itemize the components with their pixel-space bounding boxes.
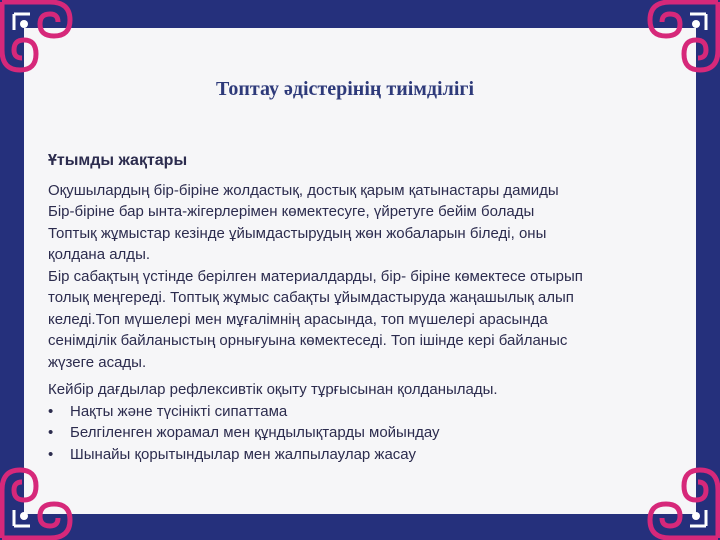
bullet-dot-icon: • [48,445,54,463]
bullet-item [48,401,678,423]
bullet-text: Белгіленген жорамал мен құндылықтарды мойындау [70,424,440,441]
sub-heading: Ұтымды жақтары [48,152,188,169]
corner-ornament-icon [0,0,76,76]
body-line: Топтық жұмыстар кезінде ұйымдастырудың жөн жобаларын біледі, оны [48,224,547,242]
body-line: қолдана алды. [48,246,151,263]
bullet-item [48,422,678,444]
body-line: сенімділік байланыстың орнығуына көмектеседі. Топ ішінде кері байланыс [48,332,568,349]
body-line: Бір-біріне бар ынта-жігерлерімен көмектесуге, үйретуге бейім болады [48,203,535,220]
bullet-text: Нақты және түсінікті сипаттама [70,402,288,420]
corner-ornament-icon [644,464,720,540]
body-line: толық меңгереді. Топтық жұмыс сабақты ұйымдастыруда жаңашылық алып [48,289,574,306]
slide-title: Топтау әдістерінің тиімділігі [215,78,475,100]
bullet-item [48,444,678,466]
body-line: Оқушылардың бір-біріне жолдастық, достық қарым қатынастары дамиды [48,181,559,199]
slide-body [48,150,678,465]
bullet-dot-icon: • [48,424,54,441]
corner-ornament-icon [644,0,720,76]
corner-ornament-icon [0,464,76,540]
bullet-dot-icon: • [48,402,54,420]
body-line: келеді.Топ мүшелері мен мұғалімнің арасында, топ мүшелері арасында [48,310,548,328]
body-line: жүзеге асады. [48,353,147,371]
body-line: Бір сабақтың үстінде берілген материалдарды, бір- біріне көмектесе отырып [48,267,583,285]
reflex-line: Кейбір дағдылар рефлексивтік оқыту тұрғысынан қолданылады. [48,381,498,398]
bullet-text: Шынайы қорытындылар мен жалпылаулар жасау [70,445,416,463]
